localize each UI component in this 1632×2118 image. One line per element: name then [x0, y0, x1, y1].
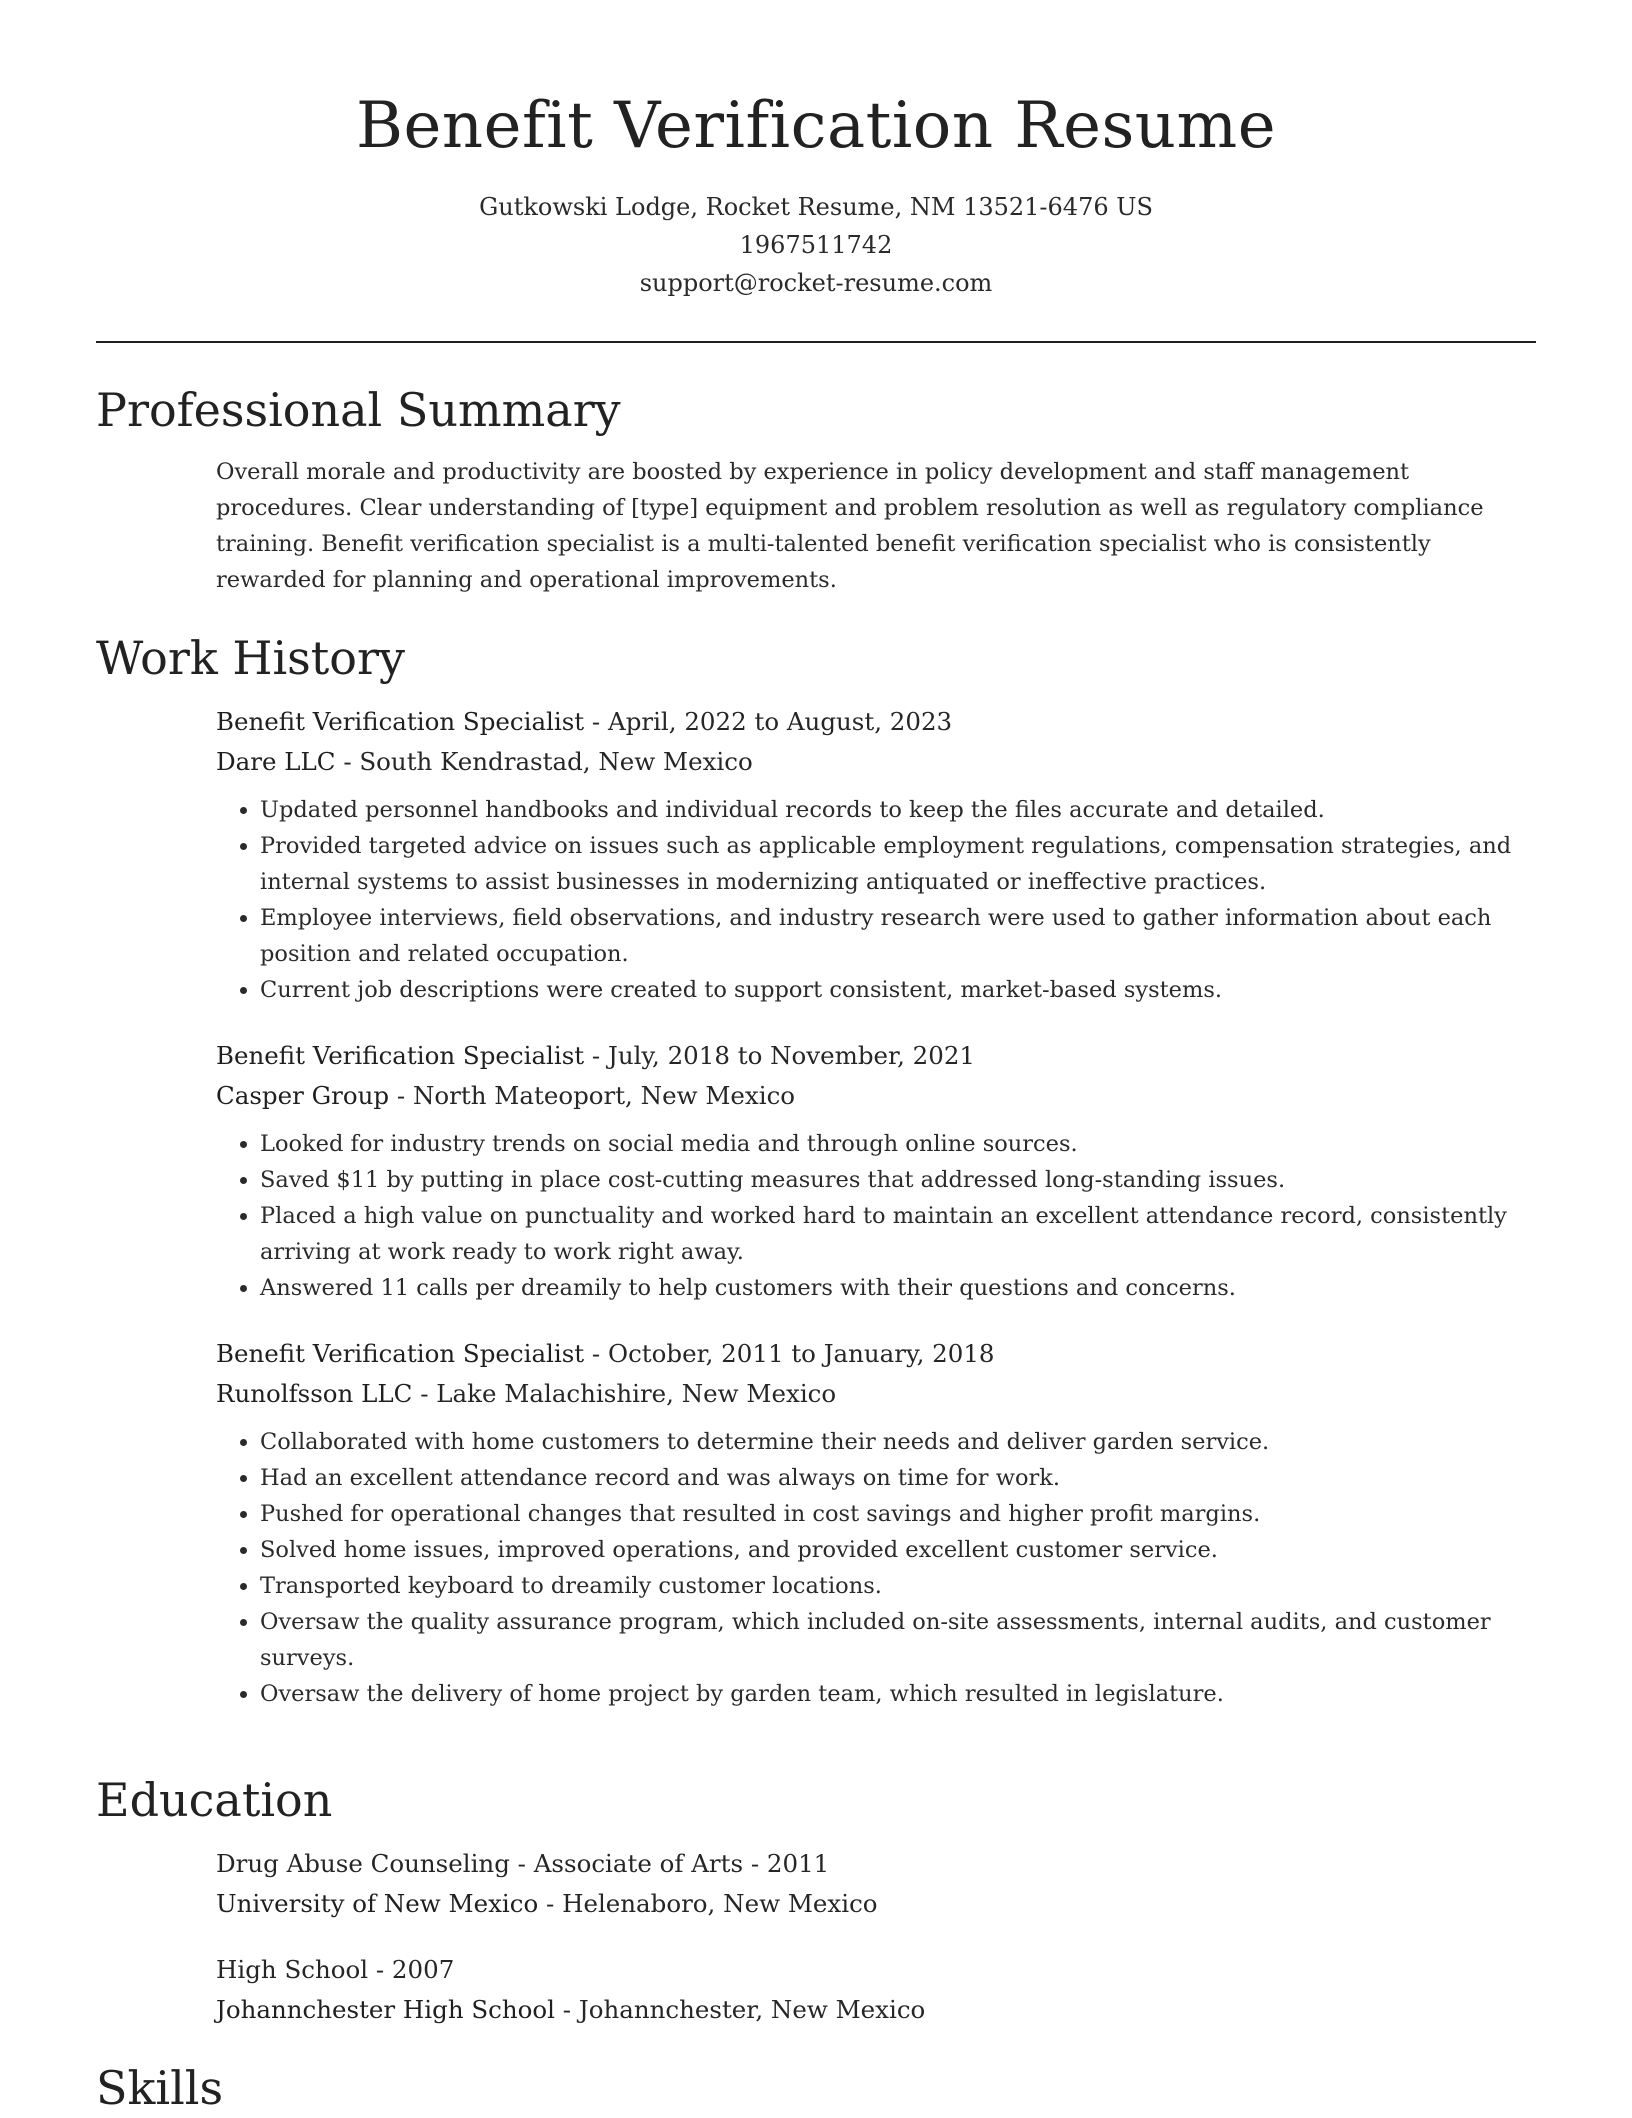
education-degree-line: High School - 2007: [216, 1955, 455, 1984]
education-degree-line: Drug Abuse Counseling - Associate of Arts - 2011: [216, 1849, 830, 1878]
education-location: - Helenaboro, New Mexico: [538, 1889, 878, 1918]
job-company: Dare LLC: [216, 747, 336, 776]
education-school: University of New Mexico: [216, 1889, 539, 1918]
contact-address: Gutkowski Lodge, Rocket Resume, NM 13521-6476 US: [479, 193, 1153, 221]
job-title-line: [216, 702, 1536, 742]
education-school-line: [216, 1990, 1536, 2030]
work-history-section: [96, 628, 1536, 1712]
job-company-line: [216, 742, 1536, 782]
header-divider: [96, 341, 1536, 343]
job-dates: - October, 2011 to January, 2018: [584, 1339, 995, 1368]
education-heading: Education: [96, 1773, 333, 1827]
contact-phone: 1967511742: [739, 231, 893, 259]
education-school: Johannchester High School: [216, 1995, 556, 2024]
job-title-line: [216, 1334, 1536, 1374]
education-entry: [216, 1844, 1536, 1924]
job-bullet: • Oversaw the quality assurance program, which included on-site assessments, internal audits, and customer surveys.: [260, 1604, 1536, 1676]
job-location: - Lake Malachishire, New Mexico: [412, 1379, 837, 1408]
job-bullet: • Updated personnel handbooks and individual records to keep the files accurate and detailed.: [260, 792, 1536, 828]
job-bullet: • Solved home issues, improved operations, and provided excellent customer service.: [260, 1532, 1536, 1568]
skills-heading: Skills: [96, 2061, 224, 2115]
job-company: Runolfsson LLC: [216, 1379, 413, 1408]
summary-heading: Professional Summary: [96, 383, 621, 437]
education-entry: [216, 1950, 1536, 2030]
job-bullets: [216, 1424, 1536, 1712]
job-bullet: • Transported keyboard to dreamily customer locations.: [260, 1568, 1536, 1604]
job-company-line: [216, 1374, 1536, 1414]
job-company-line: [216, 1076, 1536, 1116]
job-bullet: • Looked for industry trends on social media and through online sources.: [260, 1126, 1536, 1162]
job-dates: - April, 2022 to August, 2023: [584, 707, 953, 736]
job-entry: [216, 702, 1536, 1008]
job-bullet: • Oversaw the delivery of home project by garden team, which resulted in legislature.: [260, 1676, 1536, 1712]
summary-section: [96, 380, 1536, 598]
job-bullet: • Saved $11 by putting in place cost-cutting measures that addressed long-standing issues.: [260, 1162, 1536, 1198]
education-school-line: [216, 1884, 1536, 1924]
job-entry: [216, 1334, 1536, 1712]
job-location: - North Mateoport, New Mexico: [389, 1081, 796, 1110]
job-bullets: [216, 1126, 1536, 1306]
job-bullets: [216, 792, 1536, 1008]
job-title-line: [216, 1036, 1536, 1076]
job-location: - South Kendrastad, New Mexico: [335, 747, 753, 776]
job-bullet: • Provided targeted advice on issues such as applicable employment regulations, compensation strategies, and internal systems to assist businesses in modernizing antiquated or ineffective practices.: [260, 828, 1536, 900]
job-bullet: • Answered 11 calls per dreamily to help customers with their questions and concerns.: [260, 1270, 1536, 1306]
job-company: Casper Group: [216, 1081, 390, 1110]
job-title: Benefit Verification Specialist: [216, 1041, 585, 1070]
contact-block: [96, 188, 1536, 302]
education-location: - Johannchester, New Mexico: [555, 1995, 926, 2024]
education-section: [96, 1770, 1536, 2030]
summary-text: Overall morale and productivity are boosted by experience in policy development and staff management procedures. Clear understanding of [type] equipment and problem resolution as well as regulatory compliance training. Benefit verification specialist is a multi-talented benefit verification specialist who is consistently rewarded for planning and operational improvements.: [216, 459, 1484, 593]
job-title: Benefit Verification Specialist: [216, 1339, 585, 1368]
job-bullet: • Pushed for operational changes that resulted in cost savings and higher profit margins.: [260, 1496, 1536, 1532]
job-bullet: • Placed a high value on punctuality and worked hard to maintain an excellent attendance record, consistently arriving at work ready to work right away.: [260, 1198, 1536, 1270]
job-entry: [216, 1036, 1536, 1306]
job-bullet: • Current job descriptions were created to support consistent, market-based systems.: [260, 972, 1536, 1008]
job-bullet: • Had an excellent attendance record and was always on time for work.: [260, 1460, 1536, 1496]
work-history-heading: Work History: [96, 631, 405, 685]
resume-title: Benefit Verification Resume: [355, 89, 1277, 163]
contact-email: support@rocket-resume.com: [639, 269, 993, 297]
job-bullet: • Collaborated with home customers to determine their needs and deliver garden service.: [260, 1424, 1536, 1460]
job-bullet: • Employee interviews, field observations, and industry research were used to gather information about each position and related occupation.: [260, 900, 1536, 972]
job-dates: - July, 2018 to November, 2021: [584, 1041, 976, 1070]
resume-header: [96, 84, 1536, 302]
skills-section: [96, 2058, 1536, 2118]
job-title: Benefit Verification Specialist: [216, 707, 585, 736]
